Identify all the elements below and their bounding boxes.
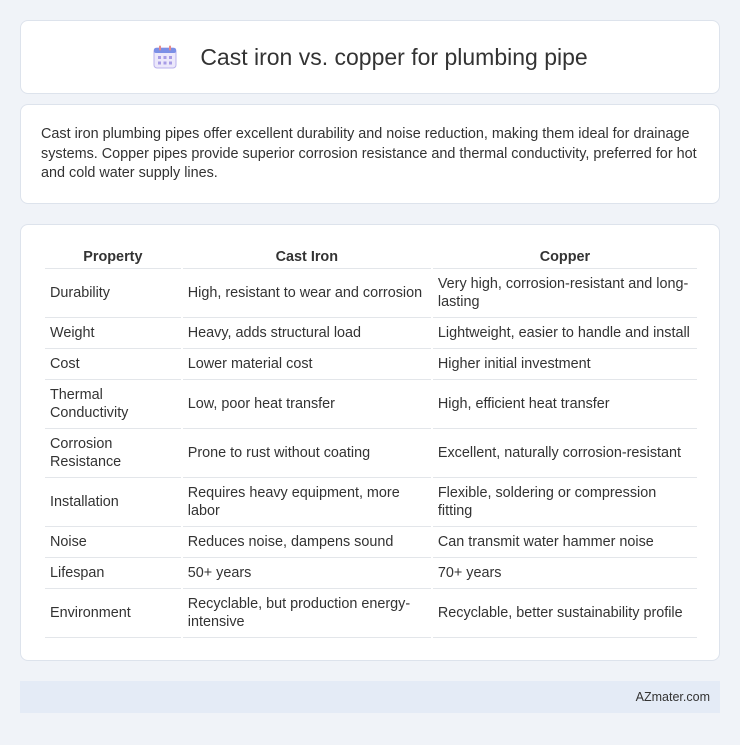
cast-iron-cell: Heavy, adds structural load (183, 318, 431, 349)
property-cell: Weight (45, 318, 181, 349)
cast-iron-cell: 50+ years (183, 558, 431, 589)
property-cell: Thermal Conductivity (45, 380, 181, 429)
table-row (45, 478, 697, 527)
copper-cell: Very high, corrosion-resistant and long-lasting (433, 269, 697, 318)
title-card (20, 20, 720, 94)
copper-cell: Recyclable, better sustainability profile (433, 589, 697, 638)
calendar-icon (152, 44, 178, 70)
table-row (45, 429, 697, 478)
cast-iron-cell: Reduces noise, dampens sound (183, 527, 431, 558)
table-row (45, 349, 697, 380)
cast-iron-cell: Requires heavy equipment, more labor (183, 478, 431, 527)
table-row (45, 269, 697, 318)
comparison-card (20, 224, 720, 661)
description-text: Cast iron plumbing pipes offer excellent durability and noise reduction, making them ideal for drainage systems. Copper pipes provide superior corrosion resistance and thermal conductivity, preferred for hot and cold water supply lines. (41, 126, 697, 181)
cast-iron-cell: Low, poor heat transfer (183, 380, 431, 429)
copper-cell: Excellent, naturally corrosion-resistant (433, 429, 697, 478)
page-title: Cast iron vs. copper for plumbing pipe (200, 43, 588, 70)
property-cell: Noise (45, 527, 181, 558)
copper-cell: Flexible, soldering or compression fitting (433, 478, 697, 527)
copper-cell: Lightweight, easier to handle and install (433, 318, 697, 349)
property-cell: Corrosion Resistance (45, 429, 181, 478)
table-row (45, 318, 697, 349)
copper-cell: 70+ years (433, 558, 697, 589)
table-row (45, 380, 697, 429)
description-card (20, 104, 720, 204)
footer-site-label: AZmater.com (635, 690, 710, 704)
footer-bar (20, 681, 720, 713)
cast-iron-cell: Prone to rust without coating (183, 429, 431, 478)
header-cast-iron: Cast Iron (183, 245, 431, 269)
cast-iron-cell: High, resistant to wear and corrosion (183, 269, 431, 318)
property-cell: Environment (45, 589, 181, 638)
copper-cell: Can transmit water hammer noise (433, 527, 697, 558)
cast-iron-cell: Recyclable, but production energy-intensive (183, 589, 431, 638)
property-cell: Lifespan (45, 558, 181, 589)
table-row (45, 527, 697, 558)
table-row (45, 558, 697, 589)
property-cell: Cost (45, 349, 181, 380)
property-cell: Installation (45, 478, 181, 527)
cast-iron-cell: Lower material cost (183, 349, 431, 380)
table-header-row (45, 245, 697, 269)
comparison-table (43, 245, 699, 638)
property-cell: Durability (45, 269, 181, 318)
copper-cell: Higher initial investment (433, 349, 697, 380)
copper-cell: High, efficient heat transfer (433, 380, 697, 429)
header-property: Property (45, 245, 181, 269)
table-row (45, 589, 697, 638)
header-copper: Copper (433, 245, 697, 269)
